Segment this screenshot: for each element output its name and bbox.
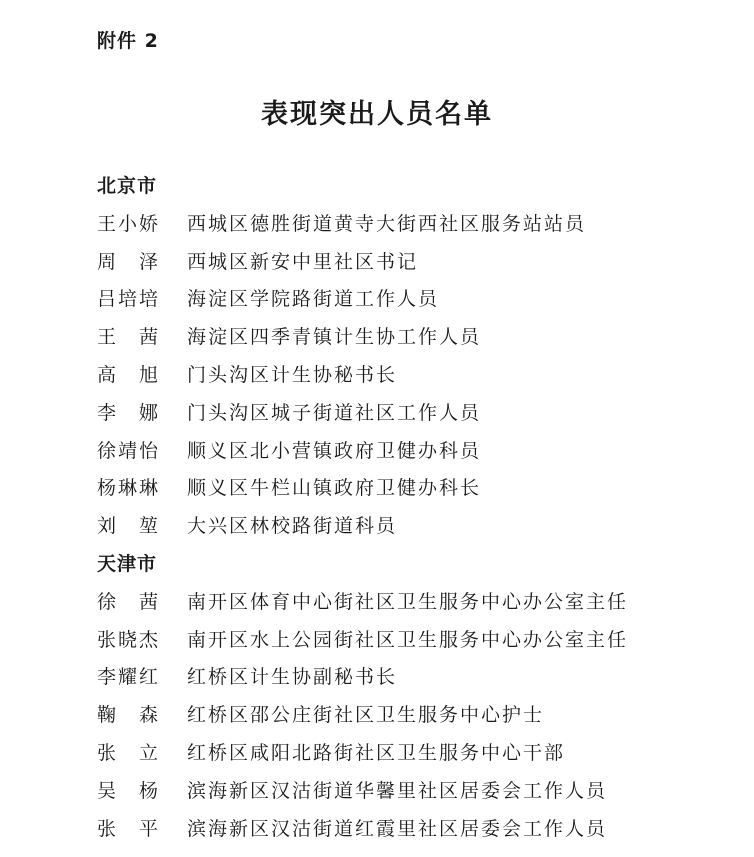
person-row xyxy=(97,244,717,282)
person-unit: 海淀区四季青镇计生协工作人员 xyxy=(187,326,482,349)
person-name: 李 娜 xyxy=(97,401,161,424)
person-unit: 门头沟区城子街道社区工作人员 xyxy=(187,401,482,424)
person-row xyxy=(97,319,717,357)
person-unit: 滨海新区汉沽街道华馨里社区居委会工作人员 xyxy=(187,779,608,802)
person-unit: 顺义区北小营镇政府卫健办科员 xyxy=(187,439,482,462)
person-row xyxy=(97,735,717,773)
person-row xyxy=(97,206,717,244)
person-unit: 门头沟区计生协秘书长 xyxy=(187,363,398,386)
person-row xyxy=(97,811,717,849)
person-name: 张 平 xyxy=(97,817,161,840)
person-name: 张 立 xyxy=(97,741,161,764)
person-name: 杨琳琳 xyxy=(97,477,161,500)
person-unit: 南开区水上公园街社区卫生服务中心办公室主任 xyxy=(187,628,629,651)
person-unit: 红桥区邵公庄街社区卫生服务中心护士 xyxy=(187,704,545,727)
person-row xyxy=(97,508,717,546)
person-unit: 红桥区咸阳北路街社区卫生服务中心干部 xyxy=(187,741,566,764)
person-name: 张晓杰 xyxy=(97,628,161,651)
person-name: 李耀红 xyxy=(97,666,161,689)
person-name: 王 茜 xyxy=(97,326,161,349)
person-unit: 南开区体育中心街社区卫生服务中心办公室主任 xyxy=(187,590,629,613)
person-row xyxy=(97,697,717,735)
person-name: 吕培培 xyxy=(97,288,161,311)
region-heading: 天津市 xyxy=(97,552,158,575)
region-heading: 北京市 xyxy=(97,175,158,197)
person-unit: 西城区新安中里社区书记 xyxy=(187,250,419,273)
person-row xyxy=(97,357,717,395)
attachment-label: 附件 2 xyxy=(97,30,159,52)
person-name: 刘 堃 xyxy=(97,515,161,538)
person-unit: 顺义区牛栏山镇政府卫健办科长 xyxy=(187,477,482,500)
person-row xyxy=(97,584,717,622)
person-row xyxy=(97,773,717,811)
person-name: 吴 杨 xyxy=(97,779,161,802)
person-name: 王小娇 xyxy=(97,212,161,235)
person-name: 徐 茜 xyxy=(97,590,161,613)
person-name: 鞠 森 xyxy=(97,704,161,727)
person-unit: 西城区德胜街道黄寺大街西社区服务站站员 xyxy=(187,212,587,235)
document-title: 表现突出人员名单 xyxy=(261,99,493,130)
person-row xyxy=(97,281,717,319)
person-row xyxy=(97,433,717,471)
person-unit: 海淀区学院路街道工作人员 xyxy=(187,288,440,311)
person-name: 周 泽 xyxy=(97,250,161,273)
person-unit: 滨海新区汉沽街道红霞里社区居委会工作人员 xyxy=(187,817,608,840)
person-row xyxy=(97,470,717,508)
person-row xyxy=(97,395,717,433)
person-name: 徐靖怡 xyxy=(97,439,161,462)
person-unit: 红桥区计生协副秘书长 xyxy=(187,666,398,689)
person-name: 高 旭 xyxy=(97,363,161,386)
personnel-list xyxy=(97,168,717,848)
person-row xyxy=(97,659,717,697)
person-row xyxy=(97,622,717,660)
person-unit: 大兴区林校路街道科员 xyxy=(187,515,398,538)
